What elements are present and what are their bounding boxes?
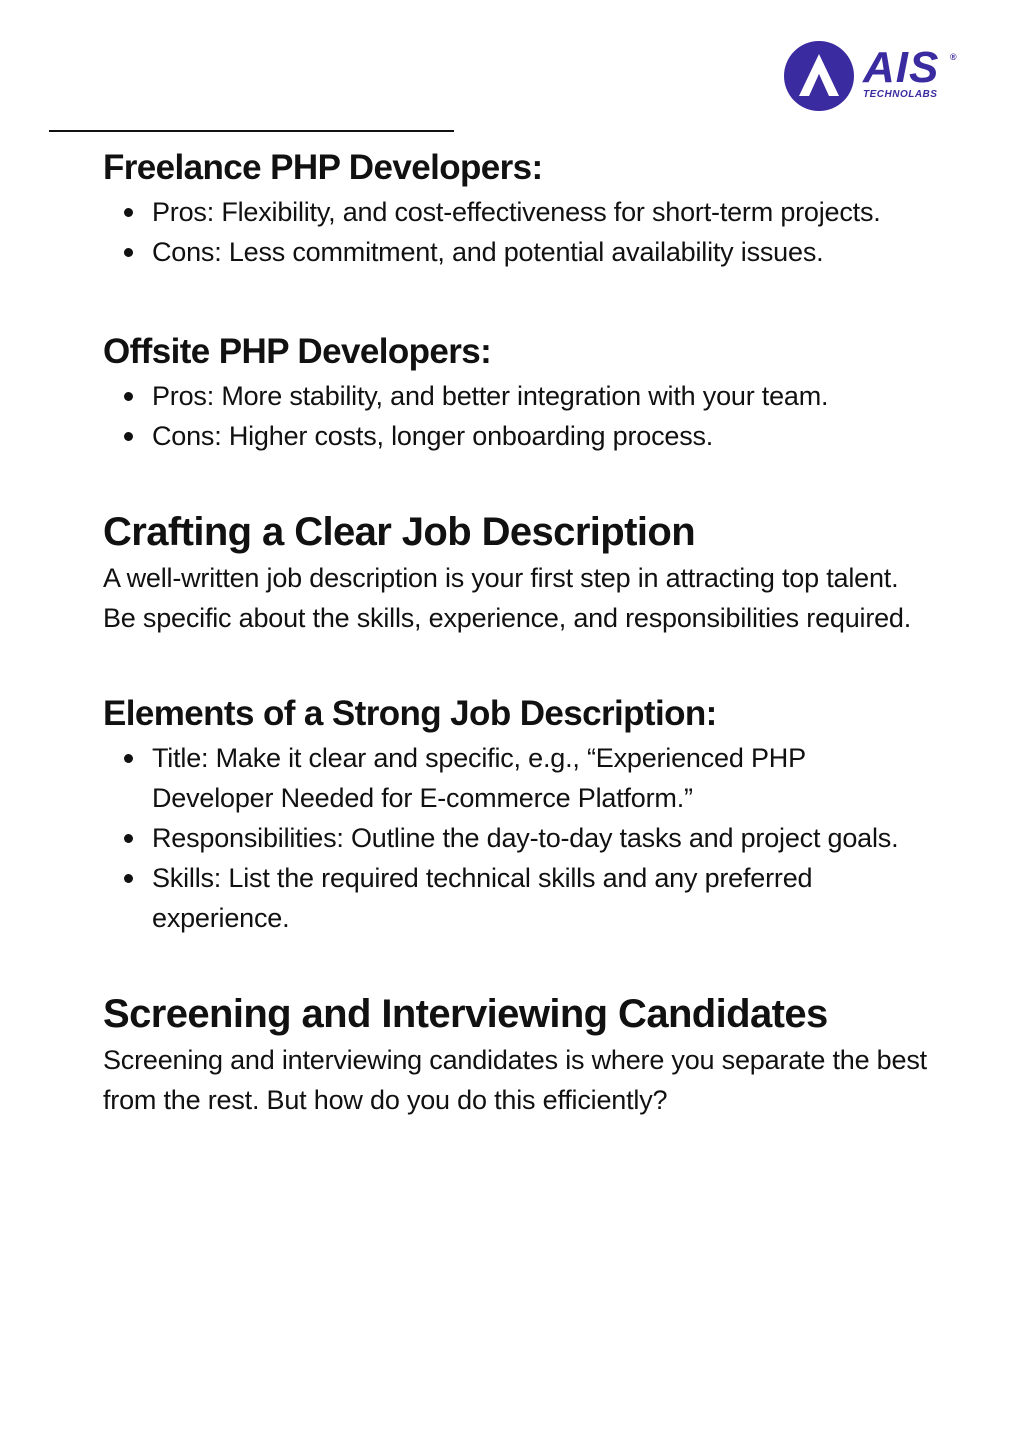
- screening-heading: Screening and Interviewing Candidates: [103, 992, 828, 1036]
- freelance-heading: Freelance PHP Developers:: [103, 148, 543, 187]
- crafting-paragraph: A well-written job description is your first step in attracting top talent. Be specific about the skills, experience, and responsibilities required.: [103, 563, 912, 633]
- elements-list: [103, 738, 933, 938]
- freelance-list: [103, 192, 933, 272]
- list-item: Cons: Less commitment, and potential availability issues.: [152, 232, 933, 272]
- elements-heading: Elements of a Strong Job Description:: [103, 694, 717, 733]
- crafting-heading: Crafting a Clear Job Description: [103, 510, 696, 554]
- logo-mark-icon: [783, 40, 855, 112]
- offsite-list: [103, 376, 933, 456]
- list-item: Responsibilities: Outline the day-to-day tasks and project goals.: [152, 818, 933, 858]
- registered-mark: ®: [950, 52, 957, 62]
- list-item: Pros: More stability, and better integration with your team.: [152, 376, 933, 416]
- document-body: [103, 144, 933, 1120]
- offsite-heading: Offsite PHP Developers:: [103, 332, 492, 371]
- company-logo: [783, 40, 963, 112]
- list-item: Cons: Higher costs, longer onboarding process.: [152, 416, 933, 456]
- list-item: Pros: Flexibility, and cost-effectiveness for short-term projects.: [152, 192, 933, 232]
- logo-brand-text: AIS: [863, 43, 940, 92]
- screening-paragraph: Screening and interviewing candidates is where you separate the best from the rest. But how do you do this efficiently?: [103, 1045, 927, 1115]
- list-item: Skills: List the required technical skills and any preferred experience.: [152, 858, 933, 938]
- list-item: Title: Make it clear and specific, e.g., “Experienced PHP Developer Needed for E-commerce Platform.”: [152, 738, 933, 818]
- header-divider: [49, 130, 454, 132]
- logo-tagline: TECHNOLABS: [863, 89, 938, 100]
